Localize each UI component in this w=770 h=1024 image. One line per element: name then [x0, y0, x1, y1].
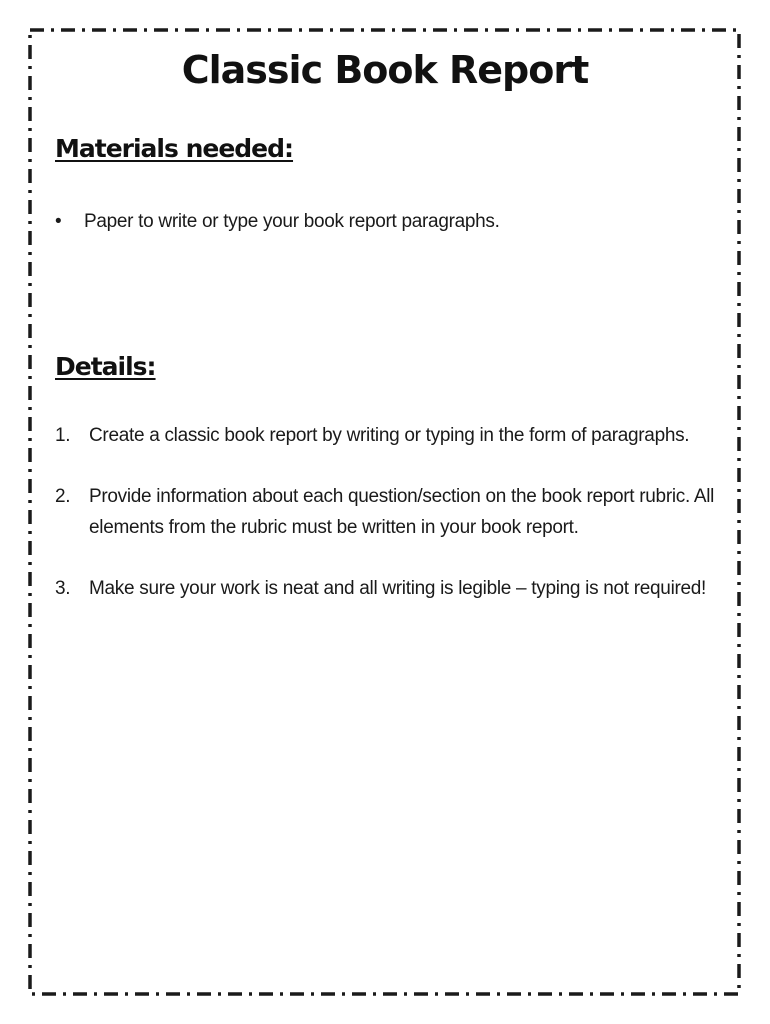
bullet-icon: • — [55, 211, 62, 232]
step-number: 3. — [55, 578, 71, 599]
materials-list — [55, 206, 715, 237]
step-text: Provide information about each question/section on the book report rubric. All elements from the rubric must be written in your book report. — [89, 486, 715, 538]
details-steps — [55, 420, 715, 634]
materials-heading: Materials needed: — [55, 134, 294, 163]
step-item — [55, 481, 715, 543]
step-text: Create a classic book report by writing or typing in the form of paragraphs. — [89, 425, 690, 446]
step-number: 1. — [55, 425, 71, 446]
step-text: Make sure your work is neat and all writing is legible – typing is not required! — [89, 578, 707, 599]
materials-item-text: Paper to write or type your book report paragraphs. — [84, 211, 500, 232]
page-title: Classic Book Report — [181, 48, 589, 92]
step-item — [55, 420, 715, 451]
step-number: 2. — [55, 486, 71, 507]
step-item — [55, 573, 715, 604]
materials-item — [55, 206, 715, 237]
details-heading: Details: — [55, 352, 156, 381]
